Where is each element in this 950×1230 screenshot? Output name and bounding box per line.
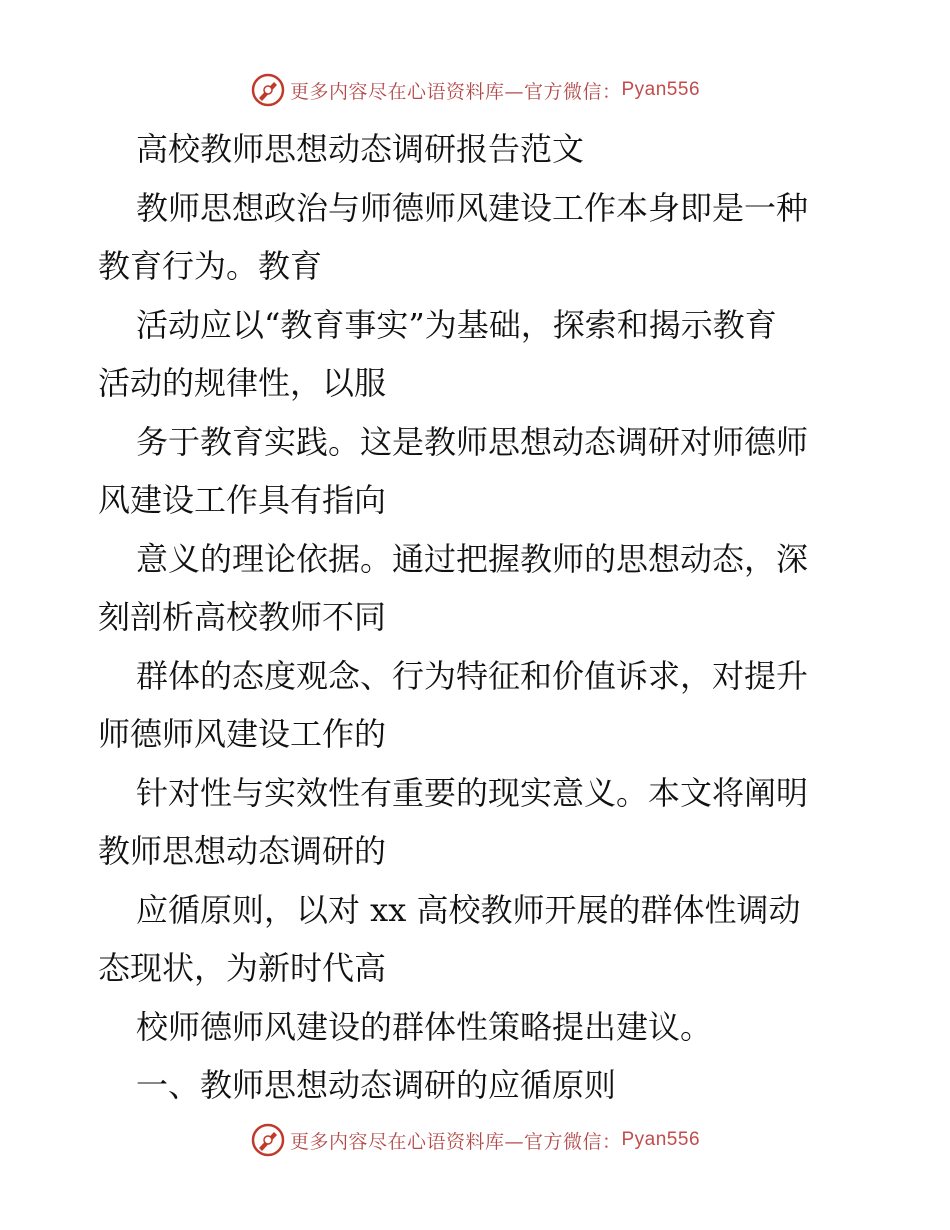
paragraph-line: 务于教育实践。这是教师思想动态调研对师德师: [136, 422, 809, 461]
paragraph-line: 教师思想动态调研的: [98, 832, 387, 870]
pen-logo-icon: [250, 1122, 286, 1158]
watermark-wechat-id: Pyan556: [621, 1129, 701, 1150]
paragraph-line: 群体的态度观念、行为特征和价值诉求，对提升: [136, 656, 809, 695]
paragraph-line: 师德师风建设工作的: [98, 715, 387, 753]
paragraph-line: 教师思想政治与师德师风建设工作本身即是一种: [136, 188, 809, 227]
paragraph-line: 意义的理论依据。通过把握教师的思想动态，深: [136, 539, 809, 578]
paragraph-line: 校师德师风建设的群体性策略提出建议。: [136, 1007, 713, 1046]
watermark-text: 更多内容尽在心语资料库—官方微信：: [289, 80, 622, 103]
document-title: 高校教师思想动态调研报告范文: [136, 130, 585, 168]
header-watermark: [0, 70, 950, 110]
pen-logo-icon: [250, 72, 286, 108]
watermark-wechat-id: Pyan556: [621, 79, 701, 100]
paragraph-line: 活动的规律性，以服: [98, 364, 387, 402]
watermark-text: 更多内容尽在心语资料库—官方微信：: [289, 1130, 622, 1153]
paragraph-line: 风建设工作具有指向: [98, 481, 387, 519]
paragraph-line: 刻剖析高校教师不同: [98, 598, 387, 636]
section-heading: 一、教师思想动态调研的应循原则: [136, 1066, 617, 1104]
paragraph-line: 态现状，为新时代高: [98, 949, 387, 987]
paragraph-line: 针对性与实效性有重要的现实意义。本文将阐明: [136, 773, 809, 812]
paragraph-line: 教育行为。教育: [98, 247, 323, 285]
paragraph-line: 应循原则，以对 xx 高校教师开展的群体性调动: [136, 890, 801, 929]
footer-watermark: [0, 1120, 950, 1160]
document-body: [98, 120, 858, 1115]
paragraph-line: 活动应以“教育事实”为基础，探索和揭示教育: [136, 305, 777, 344]
